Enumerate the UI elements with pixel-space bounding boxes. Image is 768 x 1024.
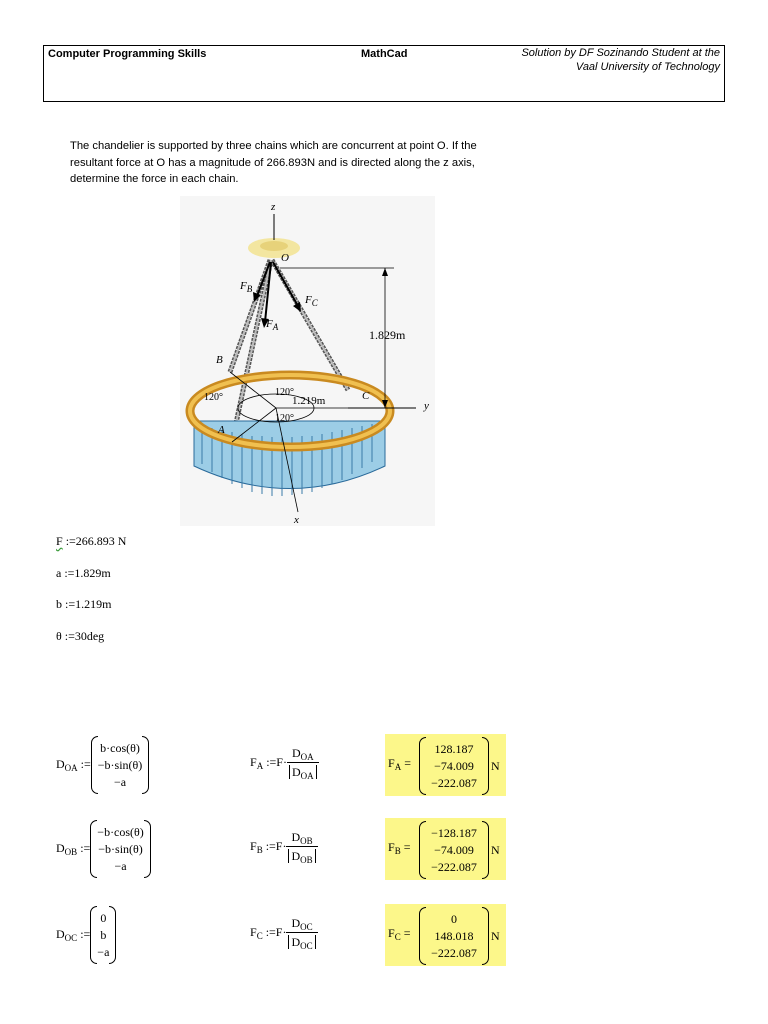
page-header: [43, 45, 725, 102]
problem-line: resultant force at O has a magnitude of 266.893N and is directed along the z axis,: [70, 156, 475, 169]
figure-label-ang3: 120°: [275, 413, 294, 424]
figure-label-fb: $F_B$: [240, 280, 253, 294]
author-credit: [460, 46, 720, 74]
vector-component: 0: [100, 910, 107, 925]
force-formula-c: $F_C$ :=F· $\frac{D_{OC}}{D_{OC}}$: [250, 916, 318, 950]
result-unit: N: [491, 928, 500, 943]
figure-label-c: C: [362, 390, 370, 402]
def-a: a :=1.829m: [56, 566, 111, 580]
direction-vector-oc: $D_{OC}$ := 0 b −a: [56, 906, 116, 964]
force-formula-b: $F_B$ :=F· $\frac{D_{OB}}{D_{OB}}$: [250, 830, 318, 864]
def-theta: θ :=30deg: [56, 629, 105, 643]
result-component: −222.087: [431, 775, 477, 790]
author-credit-line1: Solution by DF Sozinando Student at the: [521, 47, 720, 59]
problem-statement: [70, 138, 540, 188]
result-component: 0: [451, 911, 457, 926]
problem-line: determine the force in each chain.: [70, 173, 239, 185]
vector-component: −a: [113, 774, 127, 789]
figure-label-o: O: [281, 252, 289, 264]
software-title: MathCad: [361, 48, 408, 60]
def-b: b :=1.219m: [56, 597, 112, 611]
result-unit: N: [491, 842, 500, 857]
figure-label-radius: 1.219m: [292, 395, 326, 407]
figure-label-fa: $F_A$: [266, 318, 279, 332]
result-component: −74.009: [434, 758, 474, 773]
force-formula-a: $F_A$ :=F· $\frac{D_{OA}}{D_{OA}}$: [250, 746, 319, 780]
force-result-a: $F_A$ = 128.187 −74.009 −222.087 N: [385, 734, 506, 796]
vector-component: −b·sin(θ): [97, 757, 143, 772]
figure-label-ang2: 120°: [275, 387, 294, 398]
author-credit-line2: Vaal University of Technology: [575, 61, 720, 73]
vector-component: −b·cos(θ): [97, 824, 144, 839]
figure-label-a: A: [218, 424, 225, 436]
def-force: F :=266.893 N: [56, 534, 127, 548]
result-unit: N: [491, 758, 500, 773]
vector-component: −b·sin(θ): [98, 841, 143, 856]
force-result-c: $F_C$ = 0 148.018 −222.087 N: [385, 904, 506, 966]
vector-component: b: [100, 927, 107, 942]
figure-label-z: z: [271, 201, 276, 213]
figure-label-b: B: [216, 354, 223, 366]
direction-vector-ob: $D_{OB}$ := −b·cos(θ) −b·sin(θ) −a: [56, 820, 151, 878]
result-component: −222.087: [431, 859, 477, 874]
figure-label-height: 1.829m: [369, 328, 406, 342]
figure-label-x: x: [294, 514, 299, 526]
vector-component: b·cos(θ): [100, 740, 140, 755]
figure-label-y: y: [424, 400, 429, 412]
force-result-b: $F_B$ = −128.187 −74.009 −222.087 N: [385, 818, 506, 880]
result-component: 128.187: [434, 741, 474, 756]
course-title: Computer Programming Skills: [48, 48, 207, 60]
figure-label-fc: $F_C$: [305, 294, 318, 308]
chandelier-figure: [180, 196, 435, 526]
result-component: −222.087: [431, 945, 477, 960]
result-component: 148.018: [434, 928, 474, 943]
vector-component: −a: [114, 858, 127, 873]
result-component: −74.009: [434, 842, 474, 857]
vector-component: −a: [97, 944, 110, 959]
figure-label-ang1: 120°: [204, 392, 223, 403]
direction-vector-oa: $D_{OA}$ := b·cos(θ) −b·sin(θ) −a: [56, 736, 149, 794]
result-component: −128.187: [431, 825, 477, 840]
problem-line: The chandelier is supported by three chains which are concurrent at point O. If the: [70, 140, 477, 152]
